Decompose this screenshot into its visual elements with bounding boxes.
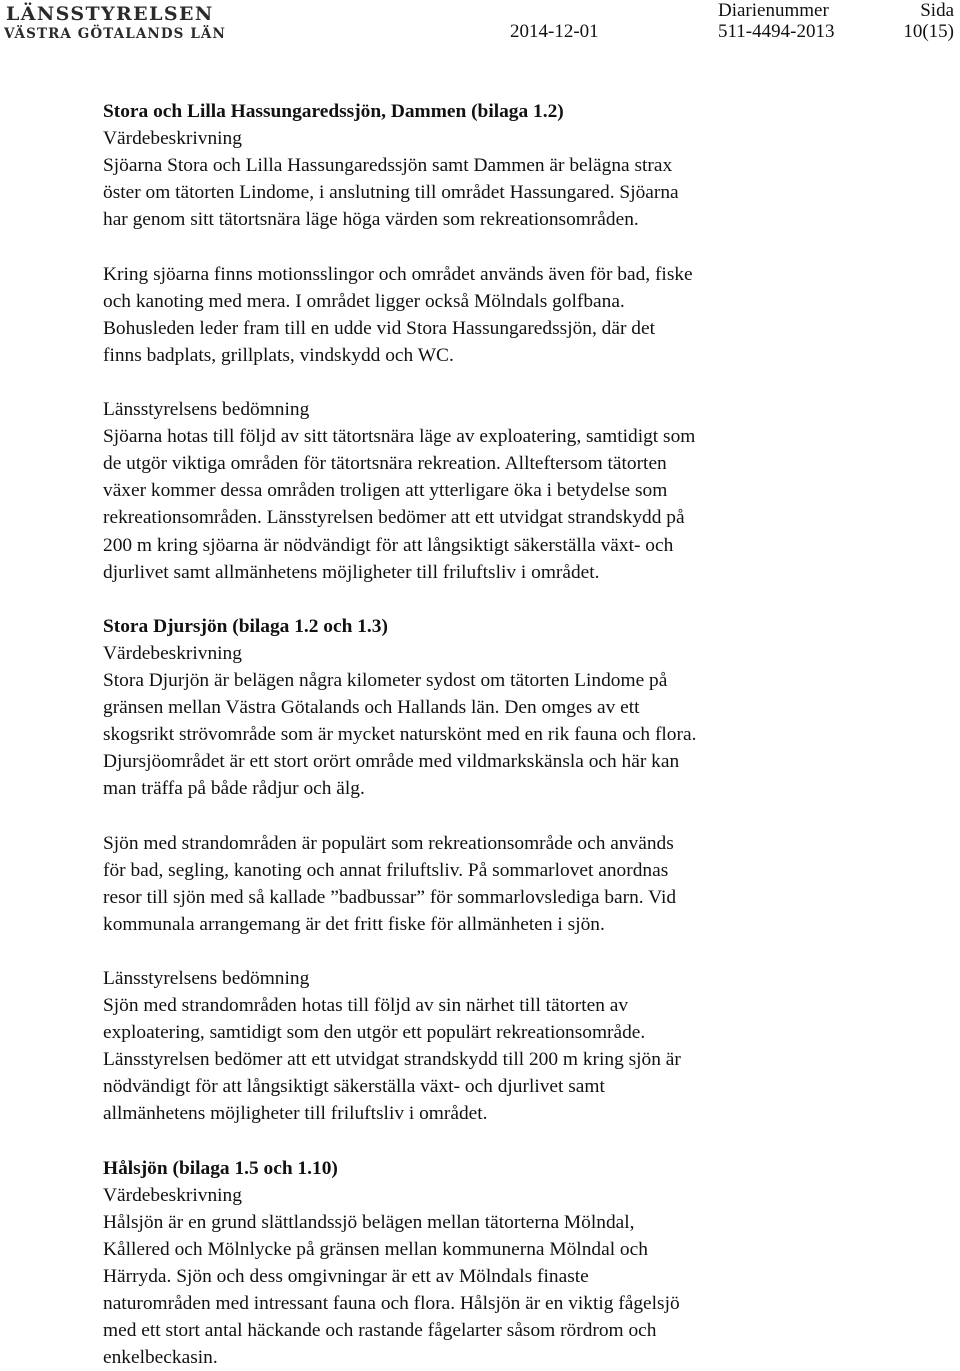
text-line: Sjön med strandområden hotas till följd av sin närhet till tätorten av — [103, 995, 629, 1017]
paragraph — [103, 152, 823, 233]
subheading-description: Värdebeskrivning — [103, 642, 242, 664]
section — [103, 613, 823, 1128]
text-line: Sjöarna hotas till följd av sitt tätortsnära läge av exploatering, samtidigt som — [103, 426, 696, 448]
text-line: Kring sjöarna finns motionsslingor och området används även för bad, fiske — [103, 263, 693, 285]
text-line: Härryda. Sjön och dess omgivningar är ett av Mölndals finaste — [103, 1266, 589, 1288]
text-line: Bohusleden leder fram till en udde vid Stora Hassungaredssjön, där det — [103, 317, 655, 339]
paragraph — [103, 992, 823, 1127]
text-line: Sjön med strandområden är populärt som rekreationsområde och används — [103, 832, 674, 854]
org-logo-name: LÄNSSTYRELSEN — [6, 3, 214, 25]
section — [103, 1155, 823, 1371]
text-line: naturområden med intressant fauna och flora. Hålsjön är en viktig fågelsjö — [103, 1293, 680, 1315]
text-line: för bad, segling, kanoting och annat friluftsliv. På sommarlovet anordnas — [103, 859, 669, 881]
page-label: Sida — [920, 0, 954, 21]
paragraph — [103, 667, 823, 802]
document-body — [103, 98, 823, 1371]
subheading-assessment: Länsstyrelsens bedömning — [103, 968, 310, 989]
section-heading: Stora och Lilla Hassungaredssjön, Dammen (bilaga 1.2) — [103, 101, 564, 122]
text-line: Stora Djurjön är belägen några kilometer sydost om tätorten Lindome på — [103, 669, 668, 691]
diarienummer-label: Diarienummer — [718, 0, 829, 21]
text-line: skogsrikt strövområde som är mycket naturskönt med en rik fauna och flora. — [103, 724, 697, 746]
section-heading: Hålsjön (bilaga 1.5 och 1.10) — [103, 1157, 338, 1179]
page-number: 10(15) — [903, 21, 954, 42]
document-date: 2014-12-01 — [510, 21, 599, 42]
paragraph — [103, 423, 823, 586]
org-logo-region: VÄSTRA GÖTALANDS LÄN — [4, 26, 226, 42]
text-line: finns badplats, grillplats, vindskydd och WC. — [103, 344, 454, 366]
text-line: har genom sitt tätortsnära läge höga värden som rekreationsområden. — [103, 209, 639, 231]
text-line: rekreationsområden. Länsstyrelsen bedömer att ett utvidgat strandskydd på — [103, 507, 685, 529]
section-heading: Stora Djursjön (bilaga 1.2 och 1.3) — [103, 615, 388, 637]
text-line: djurlivet samt allmänhetens möjligheter till friluftsliv i området. — [103, 561, 600, 583]
text-line: växer kommer dessa områden troligen att ytterligare öka i betydelse som — [103, 480, 668, 502]
section — [103, 98, 823, 586]
subheading-description: Värdebeskrivning — [103, 1184, 242, 1206]
subheading-description: Värdebeskrivning — [103, 128, 242, 150]
text-line: man träffa på både rådjur och älg. — [103, 778, 365, 800]
text-line: exploatering, samtidigt som den utgör ett populärt rekreationsområde. — [103, 1022, 646, 1044]
paragraph — [103, 1209, 823, 1371]
subheading-assessment: Länsstyrelsens bedömning — [103, 399, 310, 421]
text-line: Länsstyrelsen bedömer att ett utvidgat strandskydd till 200 m kring sjön är — [103, 1049, 681, 1071]
text-line: 200 m kring sjöarna är nödvändigt för att långsiktigt säkerställa växt- och — [103, 534, 674, 556]
text-line: kommunala arrangemang är det fritt fiske för allmänheten i sjön. — [103, 913, 605, 935]
paragraph — [103, 830, 823, 938]
text-line: öster om tätorten Lindome, i anslutning till området Hassungared. Sjöarna — [103, 182, 679, 204]
text-line: med ett stort antal häckande och rastande fågelarter såsom rördrom och — [103, 1320, 657, 1342]
text-line: enkelbeckasin. — [103, 1347, 218, 1369]
text-line: Djursjöområdet är ett stort orört område med vildmarkskänsla och här kan — [103, 751, 680, 773]
text-line: gränsen mellan Västra Götalands och Hallands län. Den omges av ett — [103, 697, 640, 719]
text-line: resor till sjön med så kallade ”badbussar” för sommarlovslediga barn. Vid — [103, 886, 677, 908]
text-line: allmänhetens möjligheter till friluftsliv i området. — [103, 1103, 488, 1125]
paragraph — [103, 261, 823, 369]
text-line: Kållered och Mölnlycke på gränsen mellan kommunerna Mölndal och — [103, 1238, 648, 1260]
text-line: nödvändigt för att långsiktigt säkerställa växt- och djurlivet samt — [103, 1076, 605, 1098]
diarienummer-value: 511-4494-2013 — [718, 21, 835, 42]
text-line: Sjöarna Stora och Lilla Hassungaredssjön samt Dammen är belägna strax — [103, 155, 673, 177]
text-line: de utgör viktiga områden för tätortsnära rekreation. Allteftersom tätorten — [103, 453, 667, 475]
text-line: och kanoting med mera. I området ligger också Mölndals golfbana. — [103, 290, 625, 312]
page-header — [0, 0, 960, 52]
text-line: Hålsjön är en grund slättlandssjö belägen mellan tätorterna Mölndal, — [103, 1211, 635, 1233]
